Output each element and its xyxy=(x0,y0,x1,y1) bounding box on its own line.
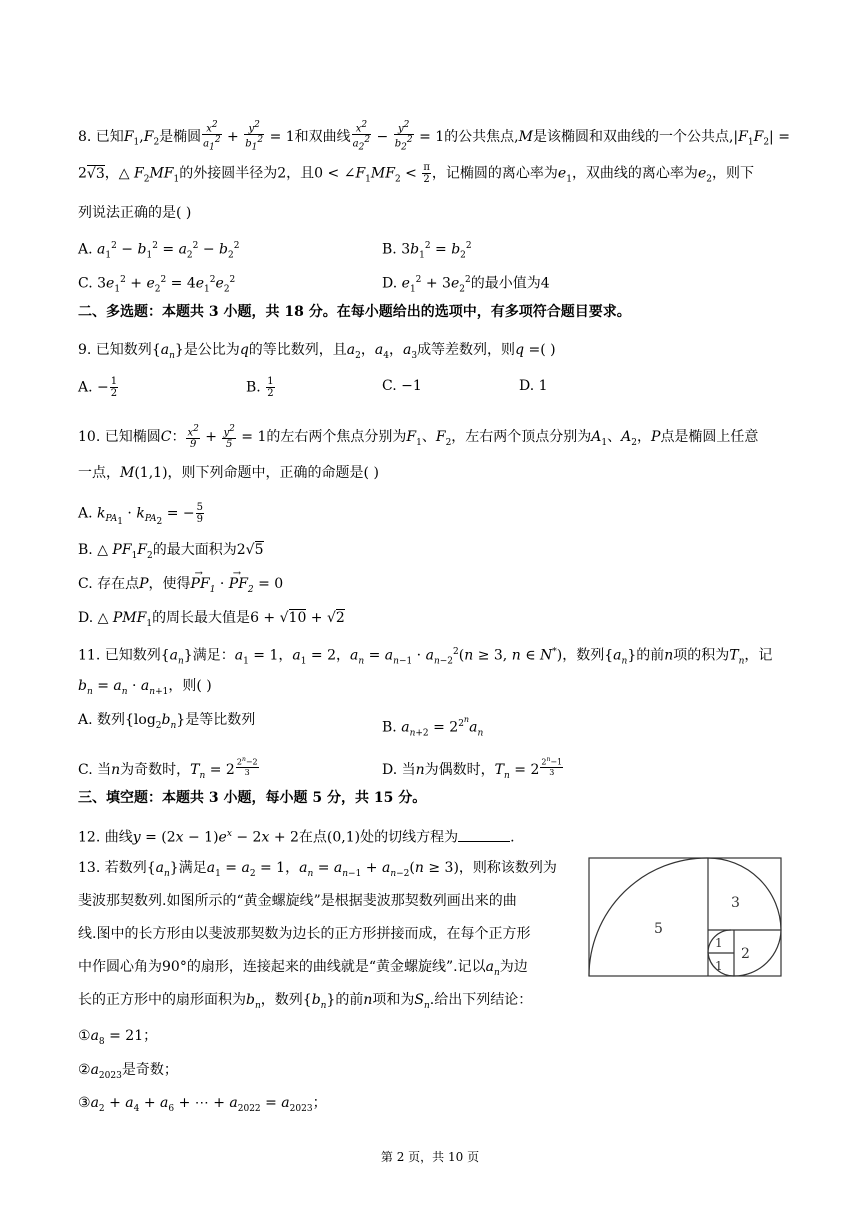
q13-line2: 斐波那契数列.如图所示的“黄金螺旋线”是根据斐波那契数列画出来的曲 xyxy=(78,893,517,909)
q8-line1: 8. 已知$F_1,F_2$是椭圆 $\frac{x^2}{a_1^2}$ + $\frac{y^2}{b_1^2}$ = 1和双曲线 $\frac{x^2}{a_2^2}$ − $\frac{y^2}{b_2^2}$ = 1的公共焦点,M是该椭圆和双曲线的一个公共点$,|F_1F_2|$ = xyxy=(78,120,790,153)
option-text: ，使得 xyxy=(148,576,191,592)
q8-text: 的公共焦点, xyxy=(444,128,519,145)
spiral-arc xyxy=(708,858,781,930)
answer-blank[interactable] xyxy=(458,829,510,842)
q13-text: ，则称该数列为 xyxy=(458,860,557,876)
q9-stem: 9. 已知数列$\{a_n\}$是公比为q的等比数列，且$a_2$，$a_4$，$a_3$成等差数列，则q =( ) xyxy=(78,342,556,361)
option-label: C. xyxy=(382,378,397,394)
q8-text: 和双曲线 xyxy=(294,128,351,145)
q8-text: ，记椭圆的离心率为 xyxy=(431,165,558,182)
q9-text: 的等比数列，且 xyxy=(248,342,347,358)
circled-number: ② xyxy=(78,1062,91,1078)
q12-text: . xyxy=(510,829,515,846)
q13-line1: 13. 若数列$\{a_n\}$满足$a_1 = a_2 = 1$，$a_n = a_{n-1} + a_{n-2}(n \ge 3)$，则称该数列为 xyxy=(78,860,557,879)
option-label: A. xyxy=(78,241,93,258)
option-text: 为奇数时， xyxy=(120,761,191,778)
q9-text: ( ) xyxy=(540,342,556,358)
q12-text: 处的切线方程为 xyxy=(360,829,459,846)
q12-text: 在点 xyxy=(298,829,327,846)
q13-line5: 长的正方形中的扇形面积为$b_n$，数列$\{b_n\}$的前n项和为$S_n$.给出下列结论： xyxy=(78,992,533,1011)
q11-text: ，记 xyxy=(744,647,773,664)
q8-option-c: C. $3e_1^2 + e_2^2 = 4e_1^2e_2^2$ xyxy=(78,275,236,295)
option-text: 数列 xyxy=(97,712,126,728)
q8-line2: 2√3，△ $F_2MF_1$的外接圆半径为2，且$0 < \angle F_1MF_2$ < $\frac{\pi}{2}$ ，记椭圆的离心率为$e_1$，双曲线的离心率为$e_2$，则下 xyxy=(78,162,754,185)
q10-text: 的左右两个焦点分别为 xyxy=(266,429,407,446)
square-label: 2 xyxy=(741,946,750,962)
q9-text: 9. 已知数列 xyxy=(78,342,152,358)
q13-text: 为边 xyxy=(499,959,528,975)
q13-text: 满足 xyxy=(178,860,207,876)
q10-text: ，左右两个顶点分别为 xyxy=(451,429,592,446)
square-label: 5 xyxy=(654,921,663,937)
option-text: 存在点 xyxy=(97,576,140,592)
q8-text: 8. 已知 xyxy=(78,128,124,145)
q11-text: ，则( ) xyxy=(168,678,212,694)
q13-conclusion-2: $②a_{2023}$是奇数； xyxy=(78,1062,178,1081)
option-text: 的最大面积为 xyxy=(152,542,237,558)
q10-option-b: B. △ $PF_1F_2$的最大面积为2√5 xyxy=(78,542,264,561)
q11-option-b: B. $a_{n+2} = 2^{2^n}a_n$ xyxy=(382,715,484,739)
option-text: 为偶数时， xyxy=(424,761,495,778)
q11-text: 的前 xyxy=(636,647,665,664)
q11-line1: 11. 已知数列$\{a_n\}$满足：$a_1 = 1$，$a_1 = 2$，$a_n = a_{n-1} \cdot a_{n-2}^2(n \ge 3$, n ∈ N*)，数列$\{a_n\}$的前n项的积为$T_n$，记 xyxy=(78,647,773,667)
option-label: C. xyxy=(78,275,93,292)
q13-text: 13. 若数列 xyxy=(78,860,147,876)
q8-option-a: A. $a_1^2 - b_1^2 = a_2^2 - b_2^2$ xyxy=(78,241,240,261)
option-label: A. xyxy=(78,505,93,522)
q13-text: 中作圆心角为 xyxy=(78,959,162,975)
q13-text: 项和为 xyxy=(372,992,415,1008)
q11-option-c: C. 当n为奇数时，$T_n = 2$ $^{\frac{2^n-2}{3}}$ xyxy=(78,756,258,781)
square-label: 1 xyxy=(715,959,723,973)
circled-number: ③ xyxy=(78,1095,91,1111)
option-label: A. xyxy=(78,379,93,396)
square-label: 3 xyxy=(731,895,740,911)
q11-option-a: A. 数列$\{\log_2b_n\}$是等比数列 xyxy=(78,712,256,731)
option-text: 是等比数列 xyxy=(185,712,256,728)
q13-text: ，数列 xyxy=(260,992,303,1008)
q10-option-a: A. $k_{PA_1} \cdot k_{PA_2}$ = − $\frac{5}{9}$ xyxy=(78,502,204,528)
option-label: C. xyxy=(78,761,93,778)
section-heading-multiple-choice: 二、多选题：本题共 3 小题，共 18 分。在每小题给出的选项中，有多项符合题目要求。 xyxy=(78,304,631,320)
q11-text: 满足： xyxy=(192,647,235,664)
q10-option-c: C. 存在点P，使得→ $PF_1$ · → $PF_2 = 0$ xyxy=(78,574,283,600)
q13-line4: 中作圆心角为90°的扇形，连接起来的曲线就是“黄金螺旋线”.记以$a_n$为边 xyxy=(78,959,528,978)
option-text: 的周长最大值是 xyxy=(152,610,251,626)
q10-line1: 10. 已知椭圆C： $\frac{x^2}{9}$ + $\frac{y^2}{5}$ = 1的左右两个焦点分别为$F_1$、$F_2$，左右两个顶点分别为$A_1$、$A_2$，P点是椭圆上任意 xyxy=(78,424,759,451)
q9-text: 成等差数列，则 xyxy=(417,342,516,358)
q8-line3: 列说法正确的是( ) xyxy=(78,205,192,221)
q10-line2: 一点，M(1,1)，则下列命题中，正确的命题是( ) xyxy=(78,465,379,481)
q10-text: 点是椭圆上任意 xyxy=(660,429,759,446)
q13-line3: 线.图中的长方形由以斐波那契数为边长的正方形拼接而成，在每个正方形 xyxy=(78,926,531,942)
q10-option-d: D. △ $PMF_1$的周长最大值是6 + √10 + √2 xyxy=(78,610,345,629)
q8-option-b: B. $3b_1^2 = b_2^2$ xyxy=(382,241,472,261)
q9-option-a: A. − $\frac{1}{2}$ xyxy=(78,376,118,399)
q13-text: 的扇形，连接起来的曲线就是“黄金螺旋线”.记以 xyxy=(186,959,486,975)
q8-text: ，则下 xyxy=(711,165,754,182)
q13-text: .给出下列结论： xyxy=(429,992,533,1008)
q8-text: 是该椭圆和双曲线的一个公共点, xyxy=(532,128,734,145)
outer-rectangle xyxy=(589,858,781,976)
page-footer: 第 2 页，共 10 页 xyxy=(380,1150,480,1164)
spiral-arc xyxy=(589,858,708,976)
q11-text: ，数列 xyxy=(562,647,605,664)
option-text: 当 xyxy=(97,761,112,778)
q12-stem: 12. 曲线$y = (2x - 1)e^x - 2x + 2$在点(0,1)处的切线方程为 . xyxy=(78,829,515,846)
option-value: −1 xyxy=(401,378,422,394)
option-label: B. xyxy=(382,719,397,736)
section-heading-fill-in: 三、填空题：本题共 3 小题，每小题 5 分，共 15 分。 xyxy=(78,790,427,806)
q11-line2: $b_n = a_n \cdot a_{n+1}$，则( ) xyxy=(78,678,212,697)
option-label: A. xyxy=(78,712,93,728)
option-label: B. xyxy=(246,379,261,396)
q9-text: 是公比为 xyxy=(183,342,240,358)
option-label: B. xyxy=(78,542,93,558)
q8-text: ，且 xyxy=(286,165,315,182)
option-value: 1 xyxy=(538,378,548,394)
q11-text: 项的积为 xyxy=(673,647,730,664)
q8-text: ，双曲线的离心率为 xyxy=(571,165,698,182)
option-label: D. xyxy=(382,761,398,778)
option-text: 当 xyxy=(401,761,416,778)
q11-text: 11. 已知数列 xyxy=(78,647,161,664)
q13-conclusion-3: $③a_2 + a_4 + a_6$ + ⋯ + $a_{2022} = a_{2023}$； xyxy=(78,1095,327,1114)
q12-text: 12. 曲线 xyxy=(78,829,133,846)
q9-option-d xyxy=(519,376,548,396)
option-label: C. xyxy=(78,576,93,592)
circled-number: ① xyxy=(78,1028,91,1044)
golden-spiral-figure xyxy=(588,857,782,977)
q13-text: 长的正方形中的扇形面积为 xyxy=(78,992,246,1008)
q10-text: ，则下列命题中，正确的命题是( ) xyxy=(167,465,379,481)
q10-text: 10. 已知椭圆 xyxy=(78,429,161,446)
q8-text: 的外接圆半径为 xyxy=(179,165,278,182)
q8-text: 是椭圆 xyxy=(159,128,202,145)
q9-option-c xyxy=(382,376,422,396)
q11-option-d: D. 当n为偶数时，$T_n = 2$ $^{\frac{2^n-1}{3}}$ xyxy=(382,756,563,781)
option-text: 的最小值为4 xyxy=(470,275,550,292)
q9-option-b: B. $\frac{1}{2}$ xyxy=(246,376,274,399)
q13-conclusion-1: $①a_8 = 21$； xyxy=(78,1028,158,1047)
option-label: D. xyxy=(78,610,94,626)
q8-option-d: D. $e_1^2 + 3e_2^2$的最小值为4 xyxy=(382,275,550,295)
q13-text: 的前 xyxy=(335,992,364,1008)
option-label: D. xyxy=(519,378,535,394)
q10-text: 一点， xyxy=(78,465,120,481)
q13-text: 是奇数； xyxy=(121,1062,178,1078)
option-label: B. xyxy=(382,241,397,258)
option-label: D. xyxy=(382,275,398,292)
square-label: 1 xyxy=(715,936,723,950)
